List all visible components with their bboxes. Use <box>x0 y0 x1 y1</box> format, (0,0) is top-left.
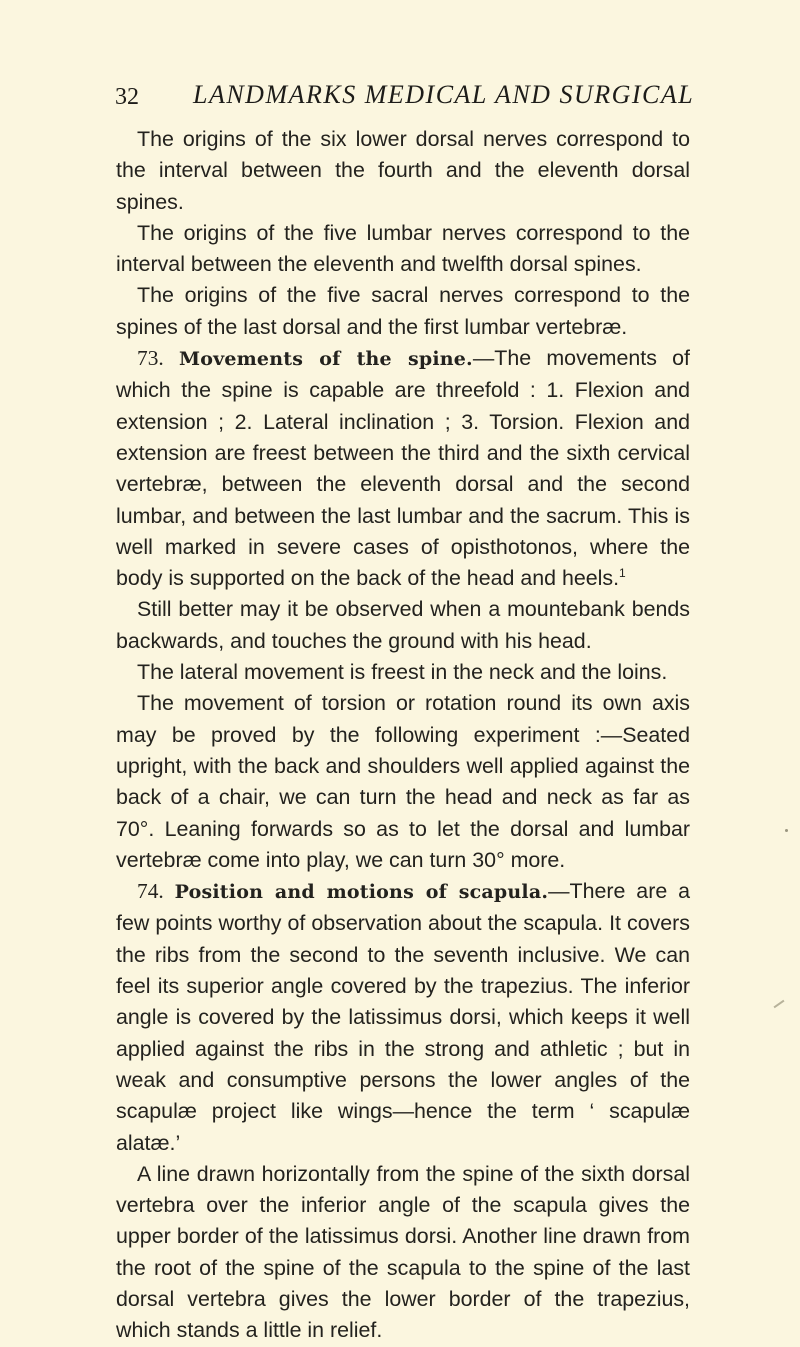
section-heading: Movements of the spine. <box>179 348 473 371</box>
section-73 <box>116 343 690 594</box>
page-speck <box>785 829 788 832</box>
page-mark <box>774 1000 785 1009</box>
section-number: 74. <box>137 879 164 904</box>
section-number: 73. <box>137 346 164 371</box>
footnote-ref: 1 <box>619 566 626 581</box>
section-74 <box>116 876 690 1159</box>
paragraph-sacral-nerves: The origins of the five sacral nerves correspond to the spines of the last dorsal and the first lumbar vertebræ. <box>116 283 690 339</box>
body-text <box>116 124 690 1347</box>
running-title: LANDMARKS MEDICAL AND SURGICAL <box>193 80 695 109</box>
paragraph-lumbar-nerves: The origins of the five lumbar nerves correspond to the interval between the eleventh and twelfth dorsal spines. <box>116 220 690 277</box>
section-text: —The movements of which the spine is capable are threefold : 1. Flexion and extension ; 2. Lateral inclination ; 3. Torsion. Flexion and extension are freest between the third and the sixth cervical vertebræ, between the eleventh dorsal and the second lumbar, and between the last lumbar and the sacrum. This is well marked in severe cases of opisthotonos, where the body is supported on the back of the head and heels. <box>116 346 690 591</box>
page-number: 32 <box>115 84 139 110</box>
paragraph-scapula-lines: A line drawn horizontally from the spine of the sixth dorsal vertebra over the inferior angle of the scapula gives the upper border of the latissimus dorsi. Another line drawn from the root of the spine of the scapula to the spine of the last dorsal vertebra gives the lower border of the trapezius, which stands a little in relief. <box>116 1161 690 1343</box>
paragraph-torsion: The movement of torsion or rotation round its own axis may be proved by the following experiment :—Seated upright, with the back and shoulders well applied against the back of a chair, we can turn the head and neck as far as 70°. Leaning forwards so as to let the dorsal and lumbar vertebræ come into play, we can turn 30° more. <box>116 691 690 872</box>
section-heading: Position and motions of scapula. <box>174 881 549 904</box>
paragraph-mountebank: Still better may it be observed when a mountebank bends backwards, and touches the ground with his head. <box>116 597 690 653</box>
section-text: —There are a few points worthy of observation about the scapula. It covers the ribs from the second to the seventh inclusive. We can feel its superior angle covered by the trapezius. The inferior angle is covered by the latissimus dorsi, which keeps it well applied against the ribs in the strong and athletic ; but in weak and consumptive persons the lower angles of the scapulæ project like wings—hence the term ‘ scapulæ alatæ.’ <box>116 879 691 1155</box>
paragraph-dorsal-nerves: The origins of the six lower dorsal nerves correspond to the interval between the fourth and the eleventh dorsal spines. <box>116 127 690 214</box>
paragraph-lateral-movement: The lateral movement is freest in the neck and the loins. <box>137 660 668 685</box>
